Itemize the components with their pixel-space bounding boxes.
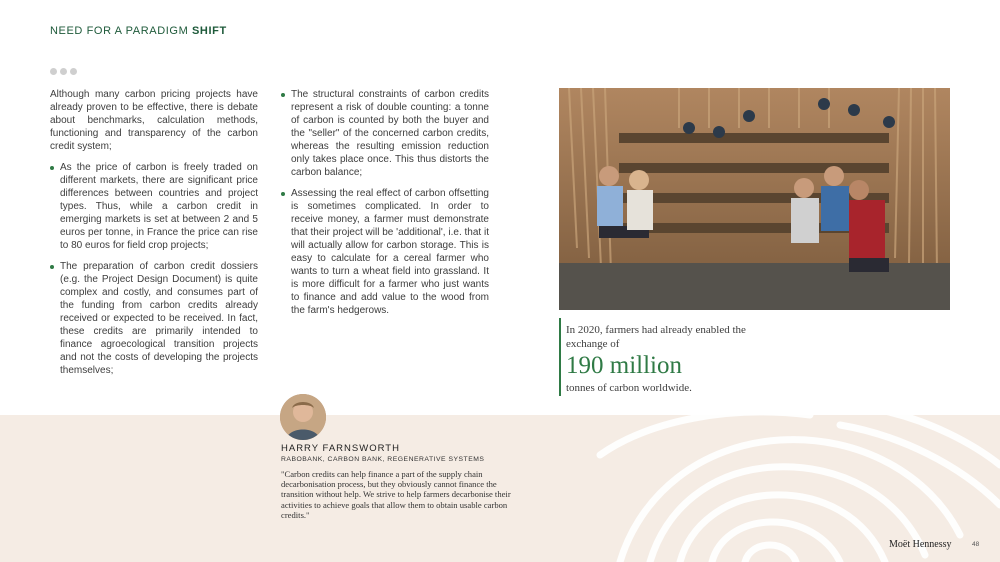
dot-1 (50, 68, 57, 75)
bullet-additionality: Assessing the real effect of carbon offsetting is sometimes complicated. In order to receive money, a farmer must demonstrate that their project will be 'additional', i.e. that it will actually allow for carbon storage. This is easy to calculate for a cereal farmer who wants to turn a wheat field into grassland. It is more difficult for a farmer who just wants to finance and add value to the wood from the farm's hedgerows. (281, 187, 489, 317)
bullet-price-differences: As the price of carbon is freely traded on different markets, there are significant price differences between countries and project types. Thus, while a carbon credit in emerging markets is set at between 2 and 5 euros per tonne, in France the price can rise to 80 euros for field crop projects; (50, 161, 258, 252)
intro-paragraph: Although many carbon pricing projects have already proven to be effective, there is debate about benchmarks, calculation methods, functioning and transparency of the carbon credit system; (50, 89, 258, 152)
bullet-dossier-preparation: The preparation of carbon credit dossiers (e.g. the Project Design Document) is quite complex and costly, and consumes part of the funding from carbon credits already received or expected to be received. In fact, these credits are primarily intended to finance agroecological transition projects and not the costs of developing the projects themselves; (50, 260, 258, 377)
brand-logo-text: Moët Hennessy (889, 539, 952, 550)
photo-illustration (559, 88, 950, 310)
dot-3 (70, 68, 77, 75)
stat-figure: 190 million (566, 352, 682, 379)
speaker-role: RABOBANK, CARBON BANK, REGENERATIVE SYSTEMS (281, 456, 485, 463)
decorative-dots (50, 68, 77, 75)
bullet-double-counting: The structural constraints of carbon credits represent a risk of double counting: a tonne of carbon is counted by both the buyer and the "seller" of the concerned carbon credits, whereas the resulting emission reduction only takes place once. This thus distorts the carbon balance; (281, 88, 489, 179)
speaker-name: HARRY FARNSWORTH (281, 443, 400, 454)
page-section-title (50, 25, 227, 37)
body-column-1 (50, 88, 258, 385)
page-number: 48 (972, 541, 980, 548)
stat-tail-text: tonnes of carbon worldwide. (566, 382, 692, 394)
avatar-portrait (280, 394, 326, 440)
dot-2 (60, 68, 67, 75)
title-emphasis: SHIFT (192, 25, 227, 37)
title-prefix: NEED FOR A PARADIGM (50, 25, 192, 37)
panel-discussion-photo (559, 88, 950, 310)
body-column-2 (281, 88, 489, 325)
bullet-list-2 (281, 88, 489, 317)
bullet-list-1 (50, 161, 258, 377)
speaker-avatar (280, 394, 326, 440)
stat-lead-text: In 2020, farmers had already enabled the exchange of (566, 324, 746, 350)
stat-accent-rule (559, 318, 561, 396)
quote-text: "Carbon credits can help finance a part of the supply chain decarbonisation process, but they obviously cannot finance the transition without help. We strive to help farmers decarbonise their activities to achieve goals that allow them to obtain usable carbon credits." (281, 469, 511, 520)
